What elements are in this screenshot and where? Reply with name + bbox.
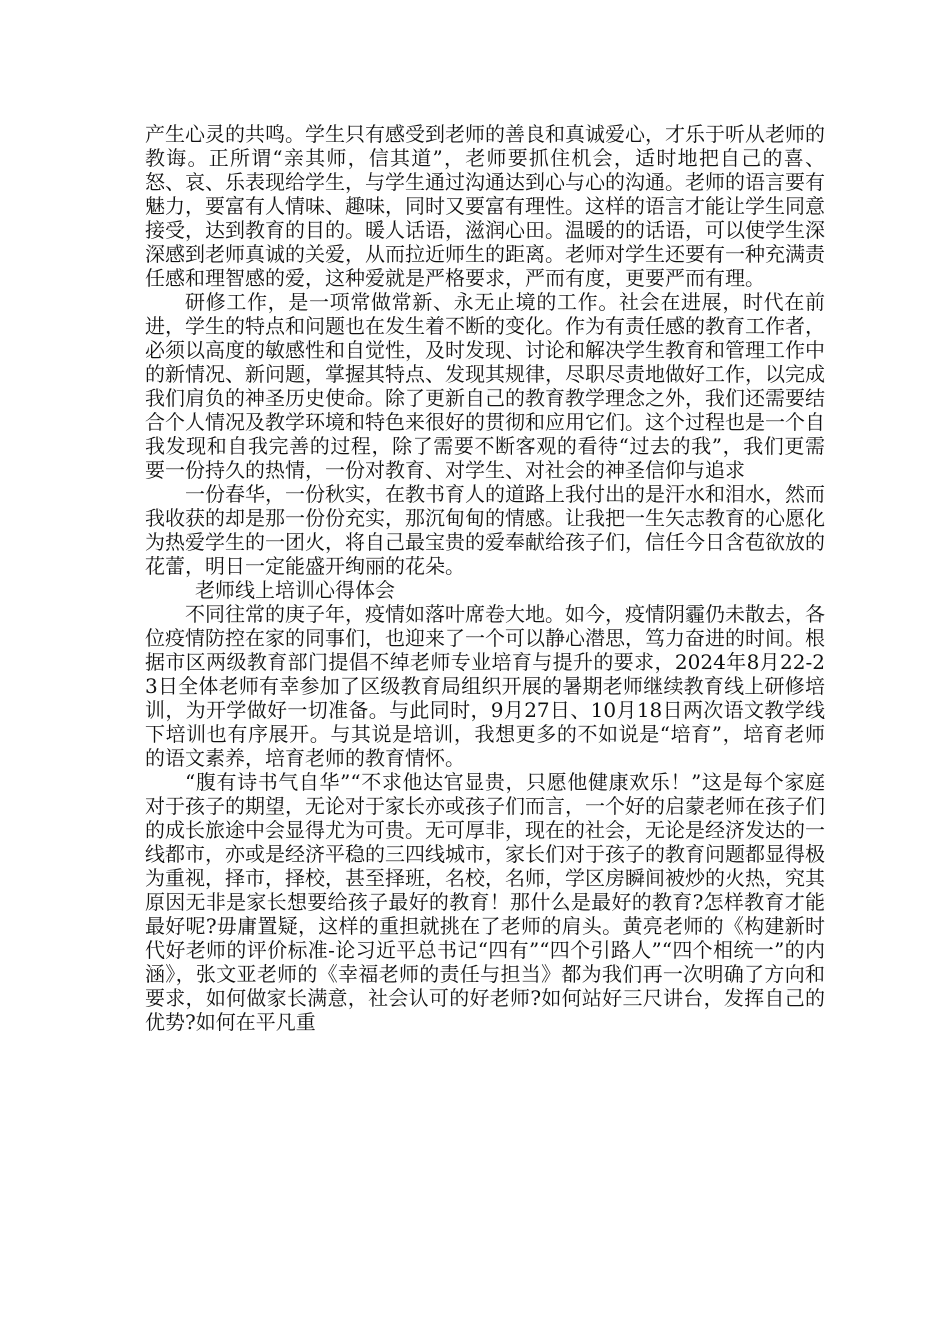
- document-page: [145, 122, 825, 1034]
- paragraph-research-work: 研修工作，是一项常做常新、永无止境的工作。社会在进展，时代在前进，学生的特点和问题也在发生着不断的变化。作为有责任感的教育工作者，必须以高度的敏感性和自觉性，及时发现、讨论和解决学生教育和管理工作中的新情况、新问题，掌握其特点、发现其规律，尽职尽责地做好工作，以完成我们肩负的神圣历史使命。除了更新自己的教育教学理念之外，我们还需要结合个人情况及教学环境和特色来很好的贯彻和应用它们。这个过程也是一个自我发现和自我完善的过程，除了需要不断客观的看待“过去的我”，我们更需要一份持久的热情，一份对教育、对学生、对社会的神圣信仰与追求: [145, 290, 825, 482]
- paragraph-poetry-quote: “腹有诗书气自华”“不求他达官显贵，只愿他健康欢乐！”这是每个家庭对于孩子的期望，无论对于家长亦或孩子们而言，一个好的启蒙老师在孩子们的成长旅途中会显得尤为可贵。无可厚非，现在的社会，无论是经济发达的一线都市，亦或是经济平稳的三四线城市，家长们对于孩子的教育问题都显得极为重视，择市，择校，甚至择班，名校，名师，学区房瞬间被炒的火热，究其原因无非是家长想要给孩子最好的教育！那什么是最好的教育?怎样教育才能最好呢?毋庸置疑，这样的重担就挑在了老师的肩头。黄亮老师的《构建新时代好老师的评价标准-论习近平总书记“四有”“四个引路人”“四个相统一”的内涵》，张文亚老师的《幸福老师的责任与担当》都为我们再一次明确了方向和要求，如何做家长满意，社会认可的好老师?如何站好三尺讲台，发挥自己的优势?如何在平凡重: [145, 770, 825, 1034]
- paragraph-spring-autumn: 一份春华，一份秋实，在教书育人的道路上我付出的是汗水和泪水，然而我收获的却是那一份份充实，那沉甸甸的情感。让我把一生矢志教育的心愿化为热爱学生的一团火，将自己最宝贵的爱奉献给孩子们，信任今日含苞欲放的花蕾，明日一定能盛开绚丽的花朵。: [145, 482, 825, 578]
- paragraph-gengzi-year: 不同往常的庚子年，疫情如落叶席卷大地。如今，疫情阴霾仍未散去，各位疫情防控在家的同事们，也迎来了一个可以静心潜思，笃力奋进的时间。根据市区两级教育部门提倡不绰老师专业培育与提升的要求，2024年8月22-23日全体老师有幸参加了区级教育局组织开展的暑期老师继续教育线上研修培训，为开学做好一切准备。与此同时，9月27日、10月18日两次语文教学线下培训也有序展开。与其说是培训，我想更多的不如说是“培育”，培育老师的语文素养，培育老师的教育情怀。: [145, 602, 825, 770]
- section-heading: 老师线上培训心得体会: [195, 578, 395, 602]
- paragraph-continuation: 产生心灵的共鸣。学生只有感受到老师的善良和真诚爱心，才乐于听从老师的教诲。正所谓“亲其师，信其道”，老师要抓住机会，适时地把自己的喜、怒、哀、乐表现给学生，与学生通过沟通达到心与心的沟通。老师的语言要有魅力，要富有人情味、趣味，同时又要富有理性。这样的语言才能让学生同意接受，达到教育的目的。暖人话语，滋润心田。温暖的的话语，可以使学生深深感到老师真诚的关爱，从而拉近师生的距离。老师对学生还要有一种充满责任感和理智感的爱，这种爱就是严格要求，严而有度，更要严而有理。: [145, 122, 825, 290]
